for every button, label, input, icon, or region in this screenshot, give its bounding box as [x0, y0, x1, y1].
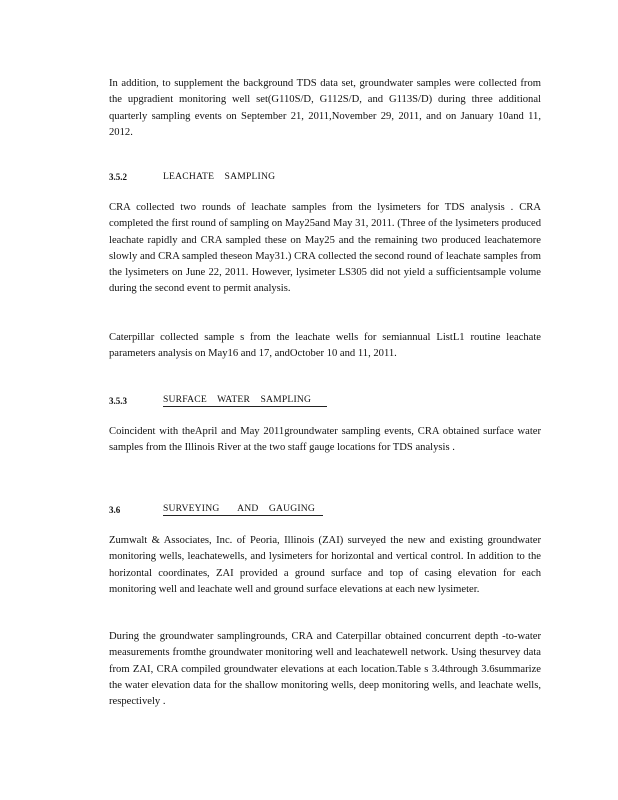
section-number: 3.5.3 — [109, 396, 127, 406]
section-title: SURVEYING AND GAUGING — [163, 503, 323, 516]
paragraph-leachate-sampling: CRA collected two rounds of leachate samples from the lysimeters for TDS analysis . CRA completed the first round of sampling on May25and May 31, 2011. (Three of the lysimeters produced leachate rapidly and CRA sampled these on May25 and the remaining two produced leachatemore slowly and CRA sampled theseon May31.) CRA collected the second round of leachate samples from the lysimeters on June 22, 2011. However, lysimeter LS305 did not yield a sufficientsample volume during the second event to permit analysis. — [109, 202, 541, 295]
section-title: SURFACE WATER SAMPLING — [163, 394, 327, 407]
paragraph-gauging: During the groundwater samplingrounds, CRA and Caterpillar obtained concurrent depth -to-water measurements fromthe groundwater monitoring well and leachatewell network. Using thesurvey data from ZAI, CRA compiled groundwater elevations at each location.Table s 3.4through 3.6summarize the water elevation data for the shallow monitoring wells, deep monitoring wells, and leachate wells, respectively . — [109, 631, 541, 708]
paragraph-surveying: Zumwalt & Associates, Inc. of Peoria, Illinois (ZAI) surveyed the new and existing groundwater monitoring wells, leachatewells, and lysimeters for horizontal and vertical control. In addition to the horizontal coordinates, ZAI provided a ground surface and top of casing elevation for each monitoring well and leachate well and ground surface elevations at each new lysimeter. — [109, 535, 541, 595]
section-title: LEACHATE SAMPLING — [163, 171, 276, 182]
section-number: 3.6 — [109, 505, 121, 515]
section-number: 3.5.2 — [109, 172, 127, 182]
paragraph-tds-background: In addition, to supplement the background TDS data set, groundwater samples were collected from the upgradient monitoring well set(G110S/D, G112S/D, and G113S/D) during three additional quarterly sampling events on September 21, 2011,November 29, 2011, and on January 10and 11, 2012. — [109, 78, 541, 138]
paragraph-surface-water: Coincident with theApril and May 2011groundwater sampling events, CRA obtained surface water samples from the Illinois River at the two staff gauge locations for TDS analysis . — [109, 426, 541, 454]
paragraph-caterpillar-leachate: Caterpillar collected sample s from the leachate wells for semiannual ListL1 routine leachate parameters analysis on May16 and 17, andOctober 10 and 11, 2011. — [109, 332, 541, 360]
